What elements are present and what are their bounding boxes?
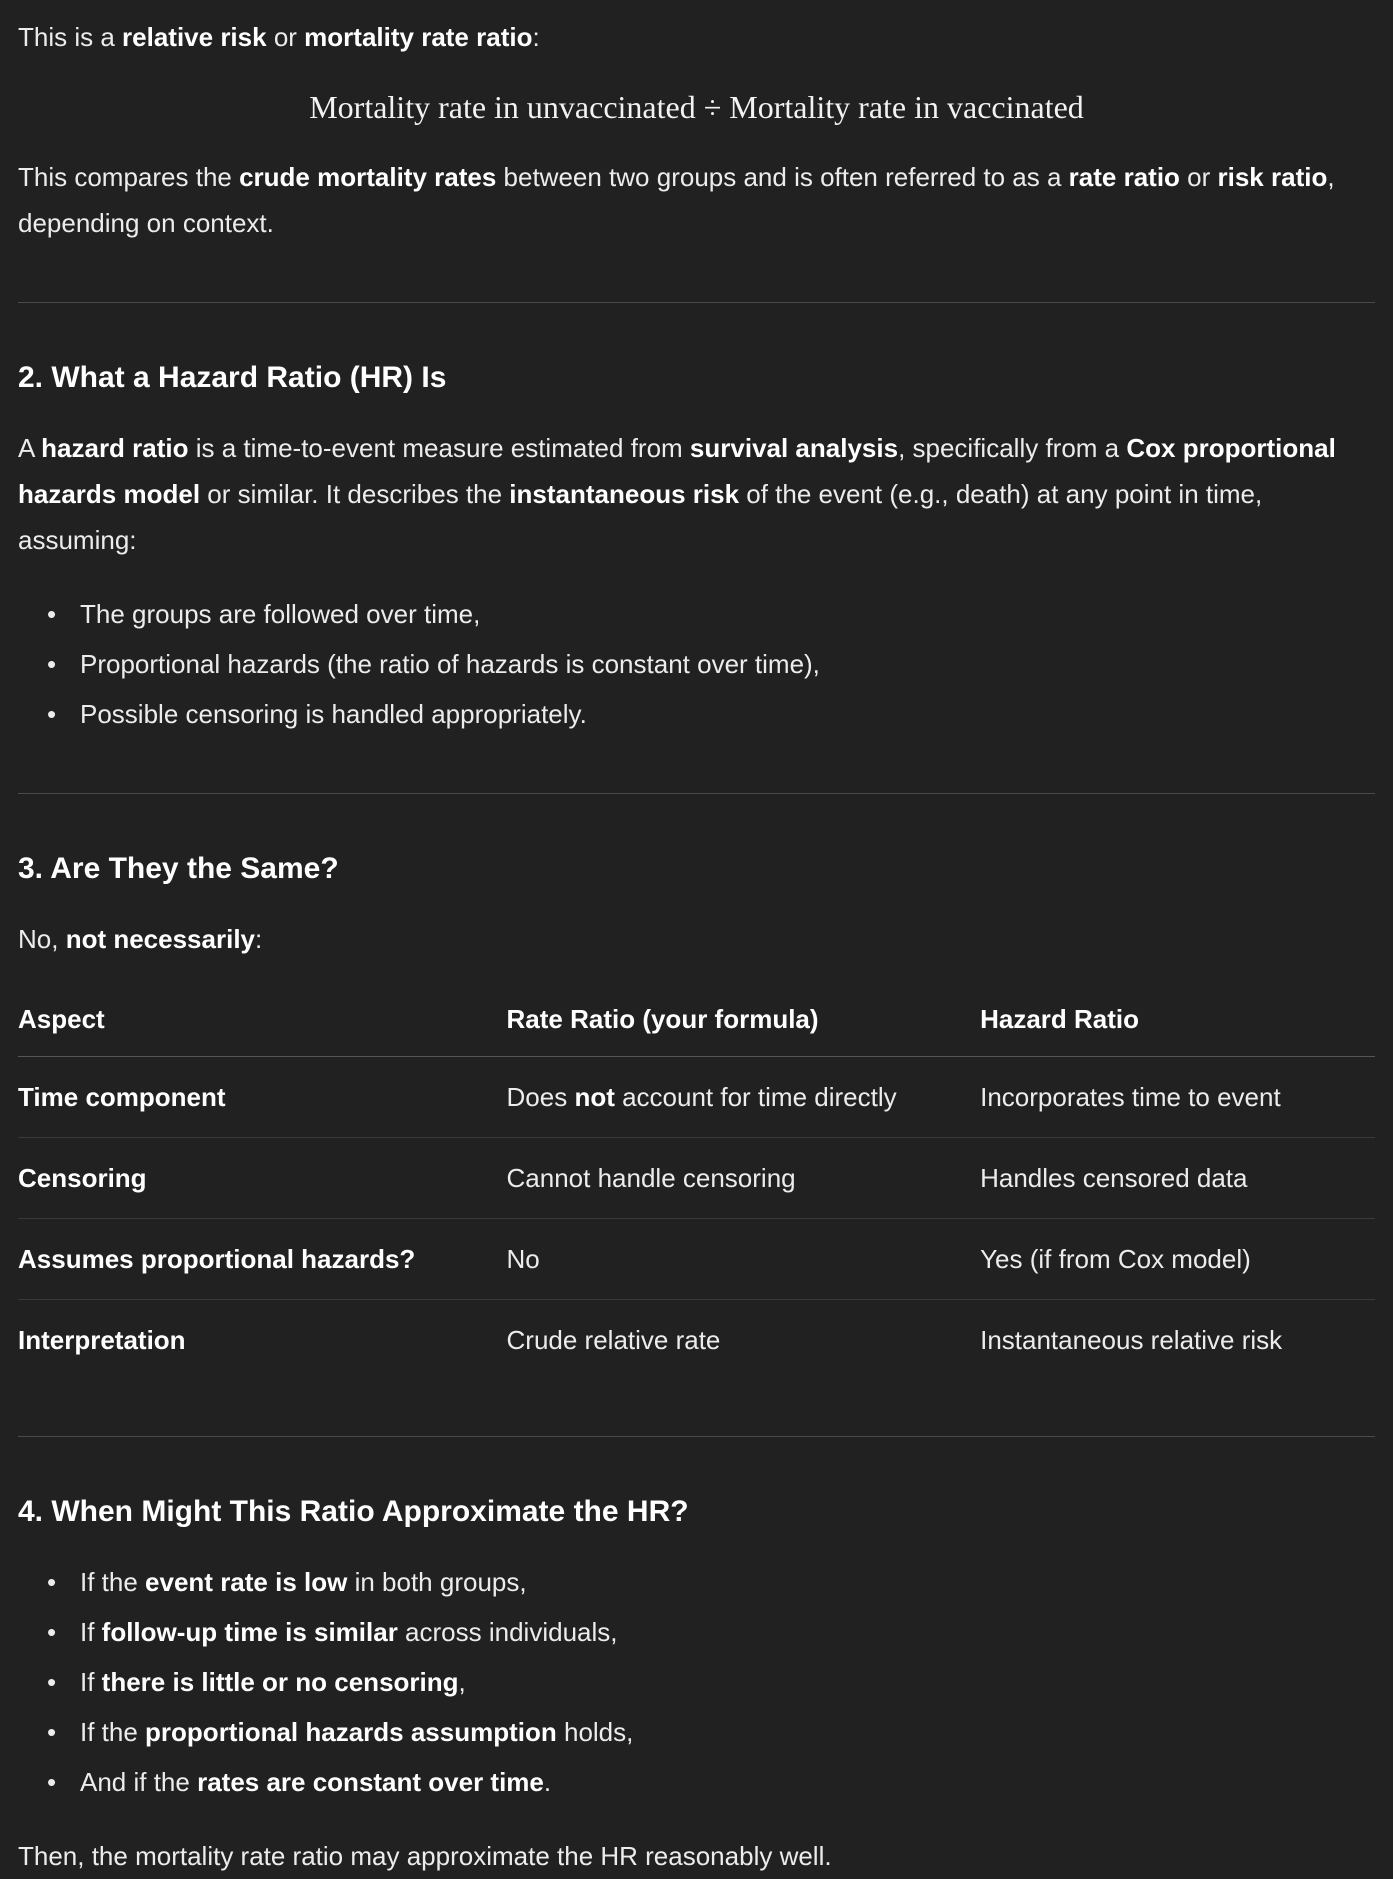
text-run: , depending on context. — [18, 162, 1335, 238]
bold-text: Assumes proportional hazards? — [18, 1244, 416, 1274]
text-run: of the event (e.g., death) at any point in time, assuming: — [18, 479, 1263, 555]
table-header-cell: Hazard Ratio — [980, 990, 1375, 1057]
section-divider — [18, 793, 1375, 794]
bullet-list — [18, 1559, 1375, 1805]
table-header-cell: Aspect — [18, 990, 507, 1057]
text-run: No, — [18, 924, 66, 954]
bullet-item — [80, 691, 1375, 737]
math-formula: Mortality rate in unvaccinated ÷ Mortality rate in vaccinated — [309, 89, 1084, 125]
text-run: Does — [506, 1082, 575, 1112]
text-run: across individuals, — [397, 1617, 618, 1647]
text-run: If — [80, 1667, 102, 1697]
bullet-item — [80, 641, 1375, 687]
bold-text: Interpretation — [18, 1325, 186, 1355]
text-run: Possible censoring is handled appropriately. — [80, 699, 587, 729]
table-row — [18, 1057, 1375, 1138]
table-cell — [18, 1057, 507, 1138]
table-cell — [507, 1057, 981, 1138]
text-run: If — [80, 1617, 102, 1647]
section-divider — [18, 302, 1375, 303]
bold-text: event rate is low — [145, 1567, 348, 1597]
text-run: . — [543, 1767, 552, 1797]
bold-text: hazard ratio — [41, 433, 189, 463]
bold-text: Cox proportional hazards model — [18, 433, 1336, 509]
text-run: The groups are followed over time, — [80, 599, 481, 629]
paragraph — [18, 916, 1375, 962]
bold-text: Censoring — [18, 1163, 147, 1193]
table-row — [18, 1219, 1375, 1300]
table-cell — [507, 1300, 981, 1381]
text-run: This is a — [18, 22, 123, 52]
bold-text: not necessarily — [65, 924, 255, 954]
bullet-item — [80, 1759, 1375, 1805]
table-row — [18, 1300, 1375, 1381]
text-run: If the — [80, 1717, 146, 1747]
text-run: : — [255, 924, 263, 954]
bold-text: Time component — [18, 1082, 226, 1112]
text-run: Incorporates time to event — [980, 1082, 1281, 1112]
text-run: : — [532, 22, 540, 52]
text-run: Crude relative rate — [506, 1325, 721, 1355]
table-cell — [18, 1219, 507, 1300]
bold-text: rate ratio — [1068, 162, 1180, 192]
paragraph — [18, 425, 1375, 563]
table-cell — [980, 1138, 1375, 1219]
table-cell — [980, 1300, 1375, 1381]
text-run: No — [506, 1244, 540, 1274]
text-run: If the — [80, 1567, 146, 1597]
paragraph — [18, 154, 1375, 246]
text-run: , specifically from a — [898, 433, 1127, 463]
table-cell — [507, 1138, 981, 1219]
table-header-row — [18, 990, 1375, 1057]
bold-text: crude mortality rates — [239, 162, 497, 192]
bold-text: survival analysis — [689, 433, 899, 463]
table-cell — [980, 1219, 1375, 1300]
bold-text: relative risk — [122, 22, 267, 52]
text-run: is a time-to-event measure estimated from — [188, 433, 690, 463]
text-run: holds, — [556, 1717, 634, 1747]
text-run: in both groups, — [347, 1567, 527, 1597]
bold-text: rates are constant over time — [197, 1767, 544, 1797]
paragraph — [18, 14, 1375, 60]
section-heading: 4. When Might This Ratio Approximate the HR? — [18, 1495, 689, 1528]
bullet-item — [80, 1659, 1375, 1705]
text-run: Proportional hazards (the ratio of hazards is constant over time), — [80, 649, 820, 679]
table-row — [18, 1138, 1375, 1219]
text-run: or — [1179, 162, 1218, 192]
text-run: Instantaneous relative risk — [980, 1325, 1283, 1355]
text-run: And if the — [80, 1767, 198, 1797]
bullet-item — [80, 1709, 1375, 1755]
text-run: Yes (if from Cox model) — [980, 1244, 1251, 1274]
bullet-item — [80, 1559, 1375, 1605]
table-header-cell: Rate Ratio (your formula) — [507, 990, 981, 1057]
bullet-list — [18, 591, 1375, 737]
bold-text: proportional hazards assumption — [145, 1717, 557, 1747]
text-run: This compares the — [18, 162, 240, 192]
section-heading: 2. What a Hazard Ratio (HR) Is — [18, 361, 447, 394]
text-run: between two groups and is often referred to as a — [496, 162, 1069, 192]
table-cell — [18, 1138, 507, 1219]
text-run: account for time directly — [614, 1082, 897, 1112]
bullet-item — [80, 591, 1375, 637]
table-cell — [18, 1300, 507, 1381]
table-cell — [980, 1057, 1375, 1138]
paragraph — [18, 1833, 1375, 1879]
text-run: , — [458, 1667, 466, 1697]
bullet-item — [80, 1609, 1375, 1655]
bold-text: instantaneous risk — [509, 479, 740, 509]
bold-text: risk ratio — [1217, 162, 1328, 192]
text-run: A — [18, 433, 42, 463]
bold-text: follow-up time is similar — [101, 1617, 398, 1647]
section-divider — [18, 1436, 1375, 1437]
text-run: Then, the mortality rate ratio may approximate the HR reasonably well. — [18, 1841, 832, 1871]
text-run: or similar. It describes the — [200, 479, 510, 509]
text-run: or — [266, 22, 305, 52]
table-cell — [507, 1219, 981, 1300]
section-heading: 3. Are They the Same? — [18, 852, 339, 885]
bold-text: mortality rate ratio — [304, 22, 533, 52]
text-run: Cannot handle censoring — [506, 1163, 796, 1193]
text-run: Handles censored data — [980, 1163, 1248, 1193]
bold-text: there is little or no censoring — [101, 1667, 459, 1697]
comparison-table — [18, 990, 1375, 1380]
bold-text: not — [574, 1082, 615, 1112]
